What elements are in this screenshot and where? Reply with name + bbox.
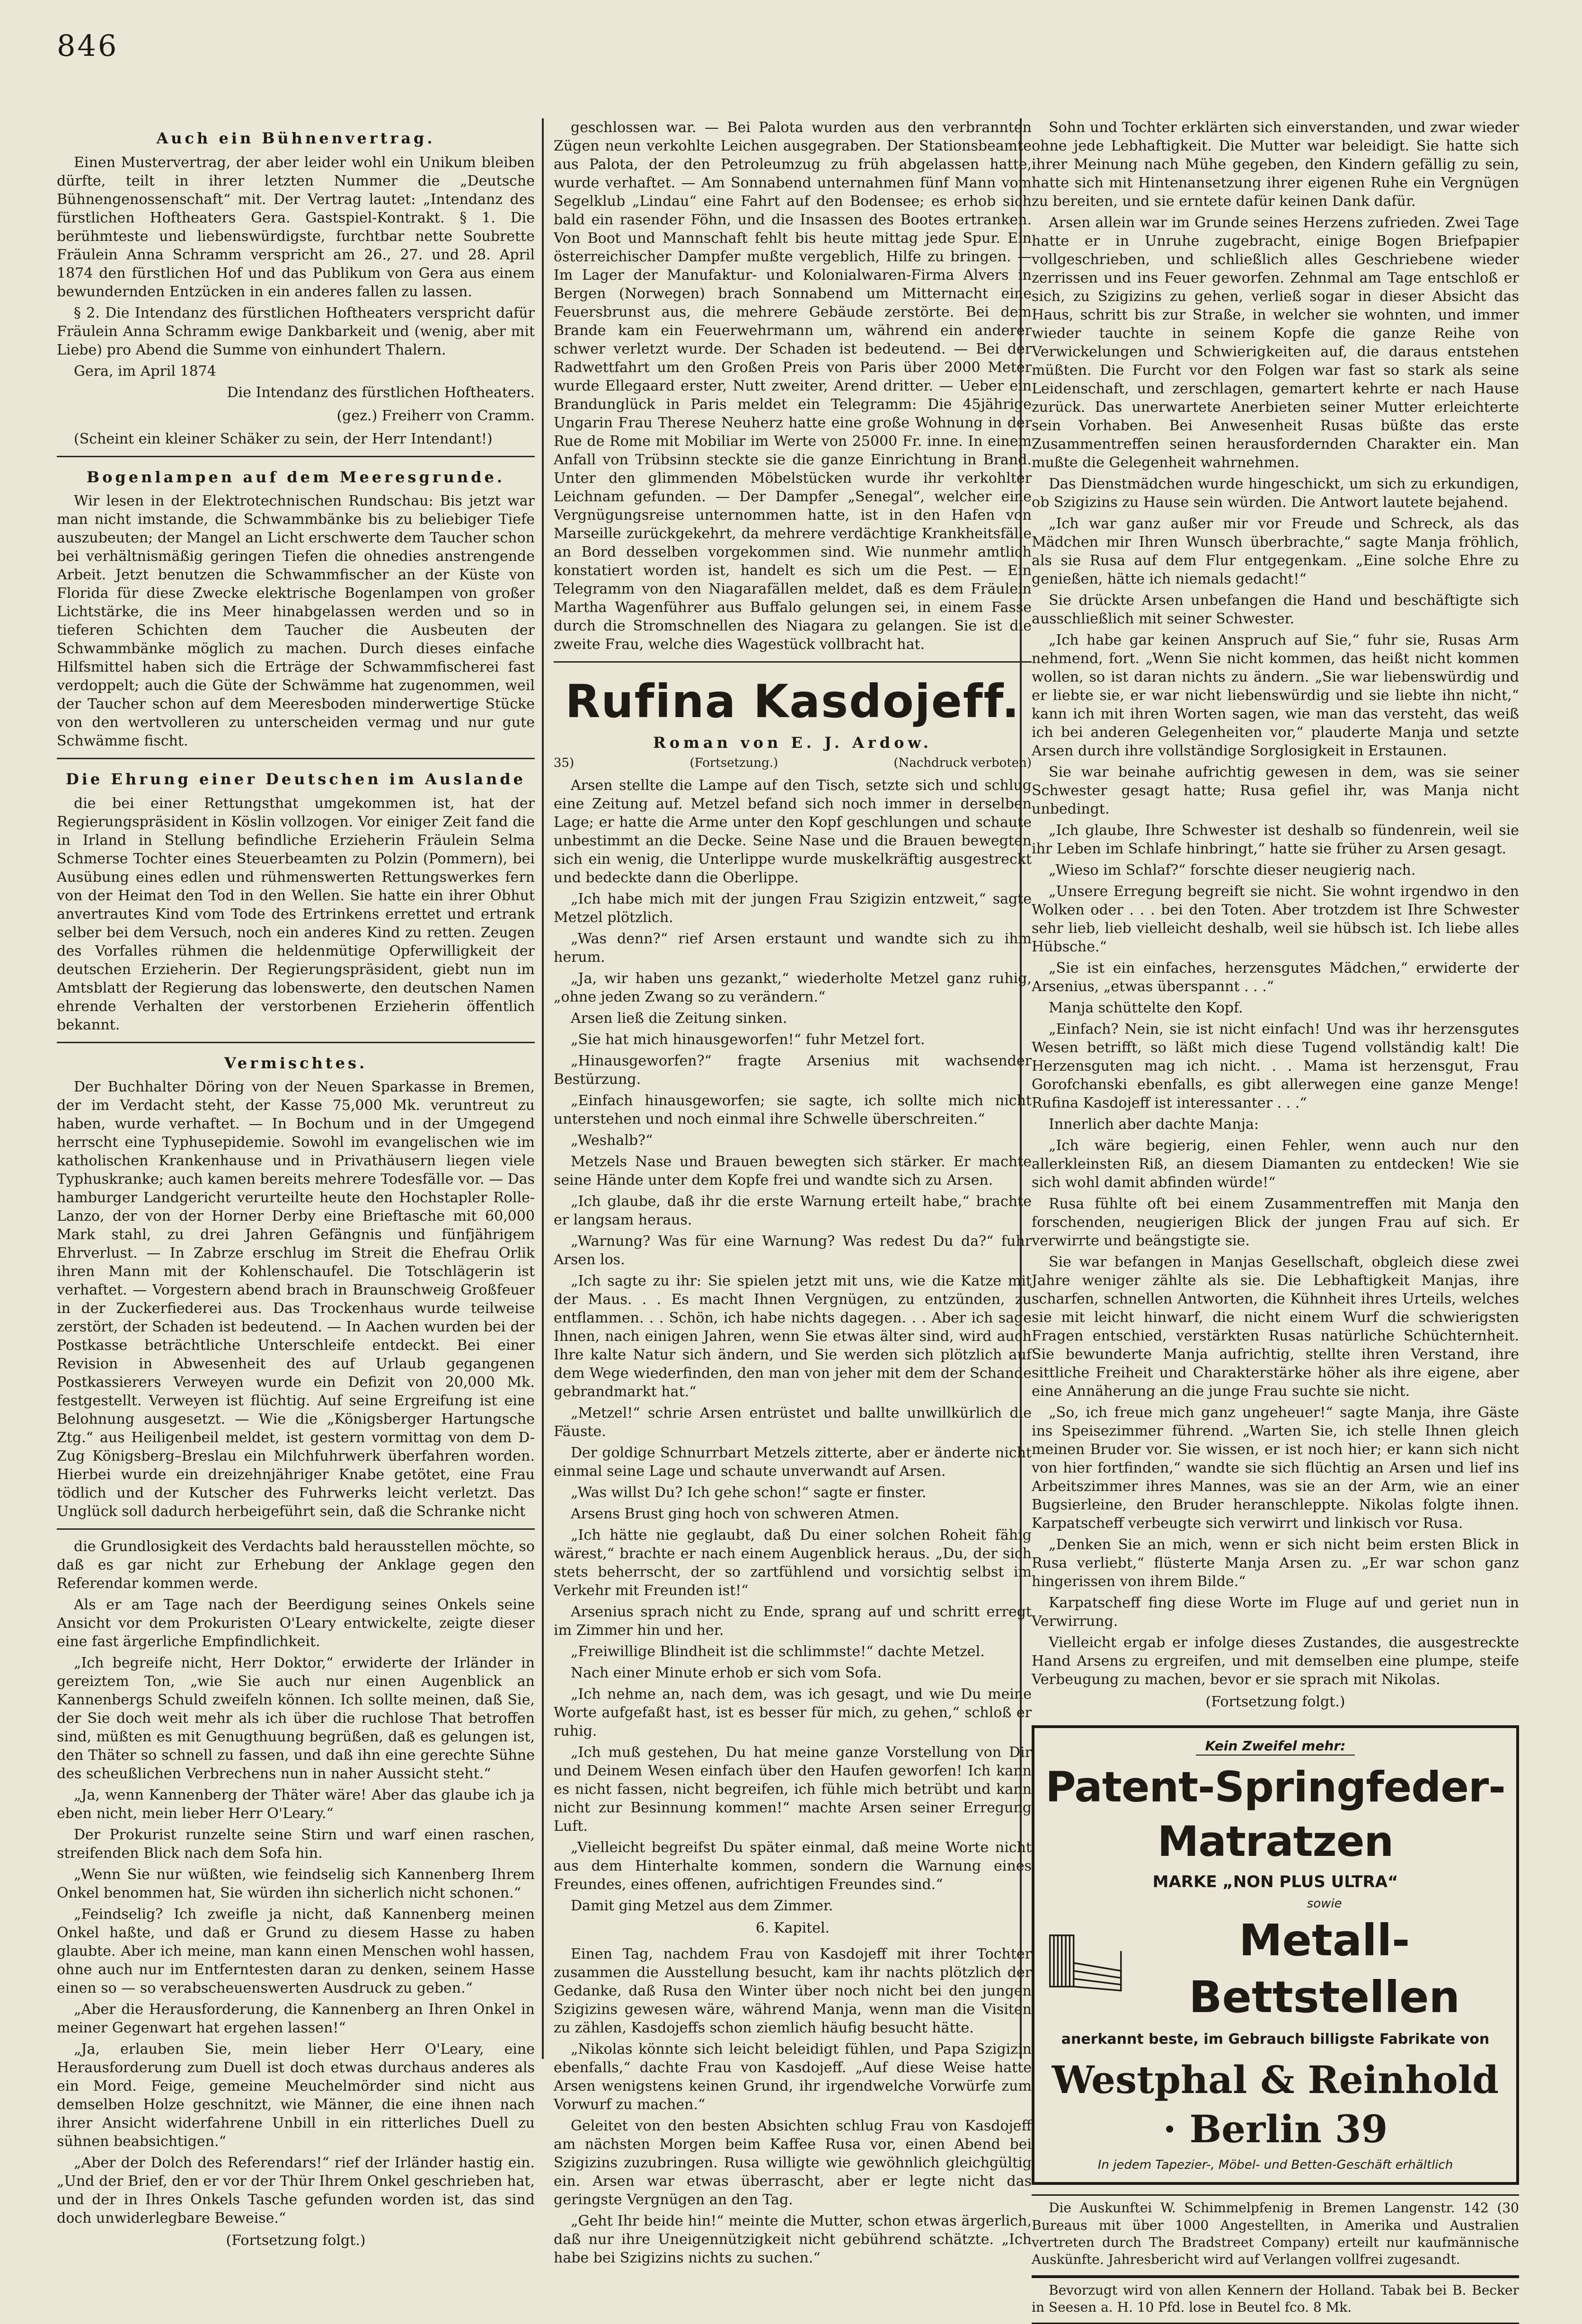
paragraph: „Aber der Dolch des Referendars!“ rief der Irländer hastig ein. „Und der Brief, den er vor der Thür Ihrem Onkel geschrieben hat, und der in Ihres Onkels Tasche gefunden worden ist, das sind doch unwiderlegbare Beweise.“	[57, 2155, 535, 2227]
paragraph: Der Prokurist runzelte seine Stirn und warf einen raschen, streifenden Blick nach dem Sofa hin.	[57, 1827, 535, 1862]
signature: Die Intendanz des fürstlichen Hoftheaters.	[227, 384, 535, 401]
paragraph: Der Buchhalter Döring von der Neuen Sparkasse in Bremen, der im Verdacht steht, der Kasse 75,000 Mk. veruntreut zu haben, wurde verhaftet. — In Bochum und in der Umgegend herrscht eine Typhusepidemie. Sowohl im evangelischen wie im katholischen Krankenhause und in Privathäusern liegen viele Typhuskranke; auch kamen bereits mehrere Todesfälle vor. — Das hamburger Landgericht verurteilte heute den Hochstapler Rolle-Lanzo, der von der Horner Derby eine Brieftasche mit 60,000 Mark stahl, zu drei Jahren Gefängnis und fünfjährigem Ehrverlust. — In Zabrze erschlug im Streit die Ehefrau Orlik ihren Mann mit der Kohlenschaufel. Die Totschlägerin ist verhaftet. — Vorgestern abend brach in Braunschweig Großfeuer in der Zuckerfiederei aus. Das Trockenhaus wurde teilweise zerstört, der Schaden ist bedeutend. — In Aachen wurden bei der Postkasse beträchtliche Unterschleife entdeckt. Bei einer Revision in Abwesenheit des auf Urlaub gegangenen Postkassierers Verweyen wurde ein Defizit von 20,000 Mk. festgestellt. Verweyen ist flüchtig. Auf seine Ergreifung ist eine Belohnung ausgesetzt. — Wie die „Königsberger Hartungsche Ztg.“ aus Heiligenbeil meldet, ist gestern vormittag von dem D-Zug Königsberg–Breslau ein Milchfuhrwerk überfahren worden. Hierbei wurde ein dreizehnjähriger Knabe getötet, eine Frau tödlich und der Kutscher des Fuhrwerks leicht verletzt. Das Unglück soll dadurch herbeigeführt sein, daß die Schranke nicht	[57, 1079, 535, 1520]
paragraph: „Unsere Erregung begreift sie nicht. Sie wohnt irgendwo in den Wolken oder . . . bei den Toten. Aber trotzdem ist Ihre Schwester sehr lieb, lieb vielleicht deshalb, weil sie hübsch ist. Ich liebe alles Hübsche.“	[1032, 883, 1519, 955]
paragraph: „Aber die Herausforderung, die Kannenberg an Ihren Onkel in meiner Gegenwart hat ergehen lassen!“	[57, 2001, 535, 2037]
paragraph: „Ich wäre begierig, einen Fehler, wenn auch nur den allerkleinsten Riß, an diesem Diamanten zu entdecken! Wie sie sich wohl damit abfinden würde!“	[1032, 1137, 1519, 1191]
paragraph: Der goldige Schnurrbart Metzels zitterte, aber er änderte nicht einmal seine Lage und schaute unverwandt auf Arsen.	[554, 1445, 1032, 1480]
ad-availability: In jedem Tapezier-, Möbel- und Betten-Geschäft erhältlich	[1097, 2158, 1453, 2173]
paragraph: Sie war befangen in Manjas Gesellschaft, obgleich diese zwei Jahre weniger zählte als sie. Die Lebhaftigkeit Manjas, ihre scharfen, schnellen Antworten, die Kühnheit ihres Urteils, welches sie mit leicht hinwarf, die nicht einem Wurf die schwierigsten Fragen entschied, verstärkten Rusas natürliche Schüchternheit. Sie bewunderte Manja aufrichtig, stellte ihren Verstand, ihre sittliche Freiheit und Charakterstärke höher als ihre eigene, aber eine Annäherung an die junge Frau suchte sie nicht.	[1032, 1254, 1519, 1400]
paragraph: „Warnung? Was für eine Warnung? Was redest Du da?“ fuhr Arsen los.	[554, 1233, 1032, 1268]
paragraph: „Ja, wenn Kannenberg der Thäter wäre! Aber das glaube ich ja eben nicht, mein lieber Herr O'Leary.“	[57, 1787, 535, 1822]
paragraph: Sie drückte Arsen unbefangen die Hand und beschäftigte sich ausschließlich mit seiner Schwester.	[1032, 592, 1519, 627]
ad-text: Die Auskunftei W. Schimmelpfenig in Bremen Langenstr. 142 (30 Bureaus mit über 1000 Angestellten, in Amerika und Australien vertreten durch The Bradstreet Company) erteilt nur kaufmännische Auskünfte. Jahresbericht wird auf Verlangen vollfrei zugesandt.	[1032, 2200, 1519, 2268]
paragraph: Innerlich aber dachte Manja:	[1049, 1116, 1259, 1133]
paragraph: Arsenius sprach nicht zu Ende, sprang auf und schritt erregt im Zimmer hin und her.	[554, 1604, 1032, 1639]
ad-conjunction: sowie	[1307, 1897, 1342, 1911]
paragraph: „So, ich freue mich ganz ungeheuer!“ sagte Manja, ihre Gäste ins Speisezimmer führend. „Warten Sie, ich stelle Ihnen gleich meinen Bruder vor. Sie wissen, er ist noch hier; er kann sich nicht von hier fortfinden,“ wandte sie sich flüchtig an Arsen und lief ins Arbeitszimmer ihres Mannes, was sie an der Arm, wie an einer Bugsierleine, den Bruder heranschleppte. Nikolas folgte ihnen. Karpatscheff verbeugte sich verwirrt und linkisch vor Rusa.	[1032, 1404, 1519, 1532]
paragraph: „Ich glaube, Ihre Schwester ist deshalb so fündenrein, weil sie ihr Leben im Schlafe hinbringt,“ hatte sie früher zu Arsen gesagt.	[1032, 822, 1519, 857]
paragraph: die Grundlosigkeit des Verdachts bald herausstellen möchte, so daß es gar nicht zur Erhebung der Anklage gegen den Referendar kommen werde.	[57, 1538, 535, 1592]
paragraph: „Wieso im Schlaf?“ forschte dieser neugierig nach.	[1049, 862, 1416, 878]
signature: (gez.) Freiherr von Cramm.	[336, 407, 535, 424]
page-number: 846	[57, 28, 119, 63]
paragraph: Arsens Brust ging hoch von schweren Atmen.	[571, 1506, 900, 1523]
ad-tagline: Kein Zweifel mehr:	[1196, 1738, 1355, 1756]
paragraph: „Freiwillige Blindheit ist die schlimmste!“ dachte Metzel.	[571, 1643, 985, 1660]
paragraph: „Hinausgeworfen?“ fragte Arsenius mit wachsender Bestürzung.	[554, 1053, 1032, 1088]
paragraph: „Was denn?“ rief Arsen erstaunt und wandte sich zu ihm herum.	[554, 931, 1032, 966]
paragraph: „Ja, wir haben uns gezankt,“ wiederholte Metzel ganz ruhig, „ohne jeden Zwang so zu verändern.“	[554, 970, 1032, 1006]
ad-brand: MARKE „NON PLUS ULTRA“	[1152, 1872, 1398, 1892]
paragraph: Einen Mustervertrag, der aber leider wohl ein Unikum bleiben dürfte, teilt in ihrer letzten Nummer die „Deutsche Bühnengenossenschaft“ mit. Der Vertrag lautet: „Intendanz des fürstlichen Hoftheaters Gera. Gastspiel-Kontrakt. § 1. Die berühmteste und liebenswürdigste, furchtbar nette Soubrette Fräulein Anna Schramm verspricht am 26., 27. und 28. April 1874 den fürstlichen Hof und das Publikum von Gera aus einem bewundernden Entzücken in ein anderes fallen zu lassen.	[57, 154, 535, 300]
column-rule	[542, 118, 544, 2059]
continuation-note: (Fortsetzung folgt.)	[226, 2232, 366, 2249]
paragraph: „Ich sagte zu ihr: Sie spielen jetzt mit uns, wie die Katze mit der Maus. . . Es macht Ihnen Vergnügen, zu entzünden, zu entflammen. . . Schön, ich habe nichts dagegen. . . Aber ich sage Ihnen, nach einigen Jahren, wenn Sie etwas älter sind, wird auch Ihre kalte Natur sich ändern, und Sie werden sich plötzlich auf dem Wege wiederfinden, den man von jeher mit dem der Schande gebrandmarkt hat.“	[554, 1273, 1032, 1401]
article-title: Die Ehrung einer Deutschen im Auslande	[66, 770, 526, 789]
paragraph: Metzels Nase und Brauen bewegten sich stärker. Er machte seine Hände unter dem Kopfe frei und wandte sich zu Arsen.	[554, 1153, 1032, 1189]
paragraph: „Vielleicht begreifst Du später einmal, daß meine Worte nicht aus dem Hinterhalte kommen, sondern die Warnung eines Freundes, eines offenen, aufrichtigen Freundes sind.“	[554, 1839, 1032, 1893]
paragraph: Arsen ließ die Zeitung sinken.	[571, 1010, 787, 1027]
column-left	[57, 118, 535, 2257]
paragraph: „Weshalb?“	[571, 1132, 653, 1149]
paragraph: Rusa fühlte oft bei einem Zusammentreffen mit Manja den forschenden, neugierigen Blick der jungen Frau auf sich. Er verwirrte und beängstigte sie.	[1032, 1196, 1519, 1249]
advertisement-auskunftei	[1032, 2194, 1519, 2277]
paragraph: „Ich war ganz außer mir vor Freude und Schreck, als das Mädchen mir Ihren Wunsch überbrachte,“ sagte Manja fröhlich, als sie Rusa auf dem Flur entgegenkam. „Eine solche Ehre zu genießen, hätte ich niemals gedacht!“	[1032, 515, 1519, 587]
column-right	[1032, 118, 1519, 2324]
ad-company: Westphal & Reinhold · Berlin 39	[1052, 2058, 1499, 2152]
continuation-label: (Fortsetzung.)	[689, 756, 778, 771]
paragraph: „Feindselig? Ich zweifle ja nicht, daß Kannenberg meinen Onkel haßte, und daß er Grund zu diesem Hasse zu haben glaubte. Aber ich meine, man kann einen Menschen wohl hassen, ohne auch nur im Entferntesten daran zu denken, seinem Hasse einen so — so verabscheuenswerten Ausdruck zu geben.“	[57, 1906, 535, 1997]
paragraph: „Ich muß gestehen, Du hat meine ganze Vorstellung von Dir und Deinem Wesen einfach über den Haufen geworfen! Ich kann es nicht fassen, nicht begreifen, ich fühle mich betrübt und kann nicht zur Besinnung kommen!“ machte Arsen seiner Erregung Luft.	[554, 1744, 1032, 1835]
installment-number: 35)	[554, 756, 574, 771]
paragraph: Sie war beinahe aufrichtig gewesen in dem, was sie seiner Schwester gesagt hatte; Rusa gefiel ihr, was Manja nicht unbedingt.	[1032, 764, 1519, 817]
ad-product-row	[1042, 1896, 1509, 2025]
article-title: Vermischtes.	[224, 1054, 368, 1072]
paragraph: Gera, im April 1874	[74, 363, 216, 380]
paragraph: Einen Tag, nachdem Frau von Kasdojeff mit ihrer Tochter zusammen die Ausstellung besucht, kam ihr nachts plötzlich der Gedanke, daß Rusa den Winter über noch nicht bei den jungen Szigizins gewesen wäre, während Manja, wenn man die Visiten zu zählen, Kasdojeffs schon ziemlich häufig besucht hätte.	[554, 1946, 1032, 2037]
paragraph: (Scheint ein kleiner Schäker zu sein, der Herr Intendant!)	[74, 430, 493, 447]
paragraph: Als er am Tage nach der Beerdigung seines Onkels seine Ansicht vor dem Prokuristen O'Leary entwickelte, zeigte dieser eine fast ärgerliche Empfindlichkeit.	[57, 1597, 535, 1650]
paragraph: „Wenn Sie nur wüßten, wie feindselig sich Kannenberg Ihrem Onkel benommen hat, Sie würden ihn sicherlich nicht schonen.“	[57, 1866, 535, 1902]
paragraph: „Ich habe mich mit der jungen Frau Szigizin entzweit,“ sagte Metzel plötzlich.	[554, 891, 1032, 926]
paragraph: Wir lesen in der Elektrotechnischen Rundschau: Bis jetzt war man nicht imstande, die Schwammbänke bis zu beliebiger Tiefe auszubeuten; der Mangel an Licht erschwerte dem Taucher schon bei verhältnismäßig geringen Tiefen die ohnedies anstrengende Arbeit. Jetzt benutzen die Schwammfischer an der Küste von Florida für diese Zwecke elektrische Bogenlampen von großer Lichtstärke, die ins Meer hinabgelassen werden und so in tieferen Schichten dem Taucher die Ausbeuten der Schwammbänke möglich zu machen. Durch dieses einfache Hilfsmittel haben sich die Erträge der Schwammfischerei fast verdoppelt; auch die Güte der Schwämme hat zugenommen, weil der Taucher schon auf dem Meeresboden minderwertige Stücke von den wertvolleren zu unterscheiden vermag und nur gute Schwämme fischt.	[57, 493, 535, 750]
paragraph: „Sie hat mich hinausgeworfen!“ fuhr Metzel fort.	[571, 1031, 925, 1048]
divider	[57, 456, 535, 457]
paragraph: „Ich hätte nie geglaubt, daß Du einer solchen Roheit fähig wärest,“ brachte er nach einem Augenblick heraus. „Du, der sich stets beherrscht, der so zartfühlend und vorsichtig selbst im Verkehr mit Freunden ist!“	[554, 1527, 1032, 1599]
paragraph: Vielleicht ergab er infolge dieses Zustandes, die ausgestreckte Hand Arsens zu ergreifen, und mit demselben eine plumpe, steife Verbeugung zu machen, bevor er sie sprach mit Nikolas.	[1032, 1634, 1519, 1688]
rights-notice: (Nachdruck verboten)	[893, 756, 1032, 771]
paragraph: „Ich begreife nicht, Herr Doktor,“ erwiderte der Irländer in gereiztem Ton, „wie Sie auch nur einen Augenblick an Kannenbergs Schuld zweifeln können. Ich sollte meinen, daß Sie, der Sie doch weit mehr als ich über die ruchlose That betroffen sind, müßten es mit Genugthuung begrüßen, daß es gelungen ist, den Thäter so schnell zu fassen, und daß ihn eine gerechte Sühne des scheußlichen Verbrechens nun in naher Aussicht steht.“	[57, 1655, 535, 1783]
paragraph: die bei einer Rettungsthat umgekommen ist, hat der Regierungspräsident in Köslin vollzogen. Vor einiger Zeit fand die in Irland in Stellung befindliche Erzieherin Fräulein Selma Schmerse Tochter eines Steuerbeamten zu Polzin (Pommern), bei Ausübung eines edlen und rühmenswerten Rettungswerkes fern von der Heimat den Tod in den Wellen. Sie hatte ein ihrer Obhut anvertrautes Kind vom Tode des Ertrinkens errettet und ertrank selber bei dem Versuch, noch ein anderes Kind zu retten. Zeugen des Vorfalles rühmen die heldenmütige Opferwilligkeit der deutschen Erzieherin. Der Regierungspräsident, giebt nun im Amtsblatt der Regierung das lobenswerte, den deutschen Namen ehrende Verhalten der verstorbenen Erzieherin öffentlich bekannt.	[57, 795, 535, 1033]
paragraph: Sohn und Tochter erklärten sich einverstanden, und zwar wieder ohne jede Lebhaftigkeit. Die Mutter war beleidigt. Sie hatte sich ihrer Meinung nach Mühe gegeben, den Kindern gefällig zu sein, hatte sich mit Hintenansetzung ihrer eigenen Ruhe ein Vergnügen zu bereiten, und sie erntete dafür keinen Dank dafür.	[1032, 119, 1519, 210]
divider	[57, 1042, 535, 1043]
paragraph: „Denken Sie an mich, wenn er sich nicht beim ersten Blick in Rusa verliebt,“ flüsterte Manja Arsen zu. „Er war schon ganz hingerissen von ihrem Bilde.“	[1032, 1536, 1519, 1590]
divider	[57, 758, 535, 759]
column-middle	[554, 118, 1032, 2270]
novel-meta	[554, 755, 1032, 772]
article-title: Bogenlampen auf dem Meeresgrunde.	[87, 468, 505, 486]
paragraph: „Nikolas könnte sich leicht beleidigt fühlen, und Papa Szigizin ebenfalls,“ dachte Frau von Kasdojeff. „Auf diese Weise hatte Arsen wenigstens keinen Grund, ihr irgendwelche Vorwürfe zum Vorwurf zu machen.“	[554, 2041, 1032, 2113]
novel-author: Roman von E. J. Ardow.	[653, 733, 932, 752]
ad-claim: anerkannt beste, im Gebrauch billigste Fabrikate von	[1061, 2031, 1490, 2048]
ad-subheadline: Metall-Bettstellen	[1189, 1915, 1460, 2022]
continuation-note: (Fortsetzung folgt.)	[1205, 1694, 1345, 1710]
divider	[554, 661, 1032, 663]
paragraph: Damit ging Metzel aus dem Zimmer.	[571, 1898, 833, 1915]
paragraph: „Ich habe gar keinen Anspruch auf Sie,“ fuhr sie, Rusas Arm nehmend, fort. „Wenn Sie nicht kommen, das heißt nicht kommen wollen, so ist daran nichts zu ändern. „Sie war liebenswürdig und er liebte sie, er war nicht liebenswürdig und sie liebte ihn nicht,“ kann ich mit ihren Worten sagen, wie man das versteht, das weiß ich bei anderen Gelegenheiten vor,“ plauderte Manja und setzte Arsen durch ihre vollständige Sorglosigkeit in Erstaunen.	[1032, 632, 1519, 759]
novel-title: Rufina Kasdojeff.	[565, 675, 1020, 728]
paragraph: „Ja, erlauben Sie, mein lieber Herr O'Leary, eine Herausforderung zum Duell ist doch etwas durchaus anderes als ein Mord. Feige, gemeine Meuchelmörder sind nicht aus demselben Holze geschnitzt, wie Männer, die eine ihnen nach ihrer Ansicht widerfahrene Unbill in ein ritterliches Duell zu sühnen beabsichtigen.“	[57, 2041, 535, 2150]
paragraph: „Was willst Du? Ich gehe schon!“ sagte er finster.	[571, 1484, 927, 1501]
paragraph: Nach einer Minute erhob er sich vom Sofa.	[571, 1665, 882, 1682]
paragraph: „Ich glaube, daß ihr die erste Warnung erteilt habe,“ brachte er langsam heraus.	[554, 1193, 1032, 1229]
paragraph: Das Dienstmädchen wurde hingeschickt, um sich zu erkundigen, ob Szigizins zu Hause sein würden. Die Antwort lautete bejahend.	[1032, 476, 1519, 511]
paragraph: „Metzel!“ schrie Arsen entrüstet und ballte unwillkürlich die Fäuste.	[554, 1405, 1032, 1440]
ad-headline: Patent-Springfeder-Matratzen	[1045, 1763, 1505, 1866]
paragraph: Manja schüttelte den Kopf.	[1049, 1000, 1243, 1016]
paragraph: § 2. Die Intendanz des fürstlichen Hoftheaters verspricht dafür Fräulein Anna Schramm ewige Dankbarkeit und (wenig, aber mit Liebe) pro Abend die Summe von einhundert Thalern.	[57, 304, 535, 358]
paragraph: geschlossen war. — Bei Palota wurden aus den verbrannten Zügen neun verkohlte Leichen ausgegraben. Der Stationsbeamte aus Palota, der den Petroleumzug zu früh abgelassen hatte, wurde verhaftet. — Am Sonnabend unternahmen fünf Mann vom Segelklub „Lindau“ eine Fahrt auf den Bodensee; es erhob sich bald ein rasender Föhn, und die Insassen des Bootes ertranken. Von Boot und Mannschaft fehlt bis heute mittag jede Spur. Ein österreichischer Dampfer mußte vergeblich, Hilfe zu bringen. — Im Lager der Manufaktur- und Kolonialwaren-Firma Alvers in Bergen (Norwegen) brach Sonnabend um Mitternacht eine Feuersbrunst aus, die mehrere Gebäude zerstörte. Bei dem Brande kam ein Feuerwehrmann um, während ein anderer schwer verletzt wurde. Der Schaden ist bedeutend. — Bei der Radwettfahrt um den Großen Preis von Paris über 2000 Meter wurde Ellegaard erster, Nutt zweiter, Arend dritter. — Ueber ein Brandunglück in Paris meldet ein Telegramm: Die 45jährige Ungarin Frau Therese Neuherz hatte eine große Wohnung in der Rue de Rome mit Mobiliar im Werte von 25000 Fr. inne. In einem Anfall von Trübsinn steckte sie die ganze Einrichtung in Brand. Unter den glimmenden Möbelstücken wurde ihr verkohlter Leichnam gefunden. — Der Dampfer „Senegal“, welcher eine Vergnügungsreise unternommen hatte, ist in den Hafen von Marseille zurückgekehrt, da mehrere verdächtige Krankheitsfälle an Bord desselben vorgekommen sind. Wie nunmehr amtlich konstatiert worden ist, handelt es sich um die Pest. — Ein Telegramm von den Niagarafällen meldet, daß es dem Fräulein Martha Wagenführer aus Buffalo gelungen sei, in einem Fasse durch die Stromschnellen des Niagara zu gelangen. Sie ist die zweite Frau, welche dies Wagestück vollbracht hat.	[554, 119, 1032, 653]
paragraph: Arsen stellte die Lampe auf den Tisch, setzte sich und schlug eine Zeitung auf. Metzel befand sich noch immer in derselben Lage; er hatte die Arme unter den Kopf geschlungen und schaute unbestimmt an die Decke. Seine Nase und die Brauen bewegten sich ein wenig, die Unterlippe wurde muskelkräftig ausgestreckt und bedeckte dann die Oberlippe.	[554, 777, 1032, 887]
paragraph: Arsen allein war im Grunde seines Herzens zufrieden. Zwei Tage hatte er in Unruhe zugebracht, einige Bogen Briefpapier vollgeschrieben, und schließlich alles Geschriebene wieder zerrissen und ins Feuer geworfen. Zehnmal am Tage entschloß er sich, zu Szigizins zu gehen, verließ sogar in dieser Absicht das Haus, schritt bis zur Straße, in welcher sie wohnten, und immer wieder tauchte in seinem Kopfe die ganze Reihe von Verwickelungen und Schwierigkeiten auf, die daraus entstehen müßten. Die Furcht vor den Folgen war fast so stark als seine Leidenschaft, und zerschlagen, gemartert kehrte er nach Hause zurück. Das unerwartete Anerbieten seiner Mutter erleichterte sein Vorhaben. Bei Anwesenheit Rusas büßte das erste Zusammentreffen seinen herausfordernden Charakter ein. Man mußte die Gelegenheit wahrnehmen.	[1032, 214, 1519, 471]
article-title: Auch ein Bühnenvertrag.	[156, 129, 435, 147]
paragraph: „Ich nehme an, nach dem, was ich gesagt, und wie Du meine Worte aufgefaßt hast, ist es besser für mich, zu gehen,“ schloß er ruhig.	[554, 1686, 1032, 1740]
advertisement-mattress	[1032, 1725, 1519, 2185]
paragraph: „Sie ist ein einfaches, herzensgutes Mädchen,“ erwiderte der Arsenius, „etwas überspannt . . .“	[1032, 960, 1519, 995]
paragraph: Geleitet von den besten Absichten schlug Frau von Kasdojeff am nächsten Morgen beim Kaffee Rusa vor, einen Abend bei Szigizins zuzubringen. Rusa willigte wie gewöhnlich gleichgültig ein. Arsen war etwas überrascht, aber er legte nicht das geringste Vergnügen an den Tag.	[554, 2118, 1032, 2209]
divider	[57, 1528, 535, 1530]
paragraph: Karpatscheff fing diese Worte im Fluge auf und geriet nun in Verwirrung.	[1032, 1595, 1519, 1630]
paragraph: „Geht Ihr beide hin!“ meinte die Mutter, schon etwas ärgerlich, daß nur ihre Uneigennützigkeit nicht gebührend schätzte. „Ich habe bei Szigizins nichts zu suchen.“	[554, 2213, 1032, 2267]
ad-text: Bevorzugt wird von allen Kennern der Holland. Tabak bei B. Becker in Seesen a. H. 10 Pfd. lose in Beutel fco. 8 Mk.	[1032, 2282, 1519, 2315]
paragraph: „Einfach? Nein, sie ist nicht einfach! Und was ihr herzensgutes Wesen betrifft, so läßt mich diese Tugend vollständig kalt! Die Herzensguten mag ich nicht. . . Mama ist herzensgut, Frau Gorofchanski ebenfalls, es gibt allerwegen eine ganze Menge! Rufina Kasdojeff ist interessanter . . .“	[1032, 1021, 1519, 1111]
bed-frame-icon	[1042, 1921, 1129, 2001]
chapter-heading: 6. Kapitel.	[755, 1920, 830, 1937]
paragraph: „Einfach hinausgeworfen; sie sagte, ich sollte mich nicht unterstehen und noch einmal ihre Schwelle überschreiten.“	[554, 1092, 1032, 1128]
